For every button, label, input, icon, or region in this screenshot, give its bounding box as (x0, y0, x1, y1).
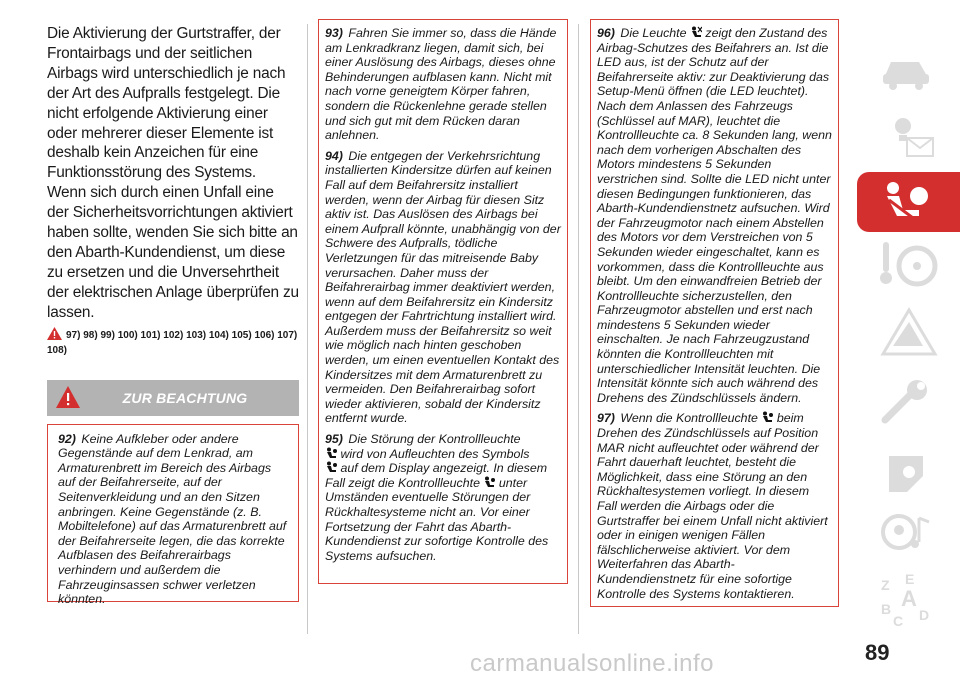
svg-text:D: D (919, 607, 930, 623)
note-text: Die Störung der Kontrollleuchte (348, 432, 521, 447)
warning-icon (47, 327, 62, 340)
note-number: 94) (325, 148, 343, 163)
reference-list (47, 327, 299, 358)
note-92 (58, 432, 288, 607)
banner-title: ZUR BEACHTUNG (122, 389, 248, 406)
note-95 (325, 432, 561, 563)
watermark: carmanualsonline.info (470, 650, 714, 677)
note-number: 95) (325, 432, 343, 447)
note-93 (325, 26, 561, 143)
svg-text:Z: Z (881, 577, 890, 593)
sidebar-tab-index[interactable] (857, 566, 960, 626)
sidebar-tab-car-info[interactable] (857, 40, 960, 100)
car-info-icon (879, 46, 939, 94)
svg-text:B: B (881, 601, 892, 617)
warning-lights-icon (879, 110, 939, 158)
sidebar-tab-safety[interactable] (857, 172, 960, 232)
steering-key-icon (879, 238, 939, 290)
warning-banner (47, 380, 299, 416)
reference-numbers-cont: 108) (47, 344, 68, 356)
column-left (47, 24, 299, 607)
svg-text:C: C (893, 613, 904, 628)
column-divider (307, 24, 308, 634)
sidebar-tab-maintenance[interactable] (857, 370, 960, 430)
technical-data-icon (879, 446, 939, 498)
note-text: Keine Aufkleber oder andere Gegenstände auf dem Lenkrad, am Armaturenbrett im Bereich des Airbags auf der Beifahrerseite, auf der Seitenverkleidung und an den Sitzen anbringen. Keine Gegenstände (z. B. Mobiltelefone) auf das Armaturenbrett auf der Beifahrerseite legen, die das korrekte Aufblasen des Beifahrerairbags verhindern und außerdem die Fahrzeuginsassen schwer verletzen könnten. (58, 431, 287, 607)
note-number: 92) (58, 431, 76, 446)
note-number: 97) (597, 411, 615, 426)
intro-paragraph: Die Aktivierung der Gurtstraffer, der Frontairbags und der seitlichen Airbags wird unterschiedlich je nach der Art des Aufpralls festgelegt. Die nicht erfolgende Aktivierung einer oder mehrerer dieser Elemente ist deshalb kein Anzeichen für eine Funktionsstörung des Systems. Wenn sich durch einen Unfall eine der Sicherheitsvorrichtungen aktiviert haben sollte, wenden Sie sich bitte an den Abarth-Kundendienst, um diese zu ersetzen und die Unversehrtheit der elektrischen Anlage überprüfen zu lassen. (47, 25, 299, 321)
airbag-warning-icon (325, 447, 337, 461)
column-divider (578, 24, 579, 634)
note-text: Die Leuchte (620, 26, 687, 40)
warning-triangle-icon (879, 306, 939, 358)
chapter-sidebar (857, 0, 960, 678)
airbag-off-icon (690, 26, 702, 40)
note-text: Fahren Sie immer so, dass die Hände am Lenkradkranz liegen, damit sich, bei einer Auslösung des Airbags, dieses ohne Behinderungen aufblasen kann. Nicht mit nach vorne geneigtem Körper fahren, sondern die Rückenlehne gerade stellen und sich gut mit dem Rücken daran anlehnen. (325, 26, 557, 143)
note-number: 93) (325, 26, 343, 40)
note-97 (597, 411, 832, 601)
multimedia-icon (879, 508, 939, 560)
sidebar-tab-multimedia[interactable] (857, 502, 960, 562)
note-96 (597, 26, 832, 405)
sidebar-tab-emergency[interactable] (857, 300, 960, 360)
sidebar-tab-driving[interactable] (857, 232, 960, 292)
note-box-92 (47, 424, 299, 607)
note-text: beim Drehen des Zündschlüssels auf Position MAR nicht aufleuchtet oder während der Fahrt dauerhaft leuchtet, besteht die Möglichkeit, dass eine Störung an den Rückhaltesystemen vorliegt. In diesem Fall werden die Airbags oder die Gurtstraffer bei einem Unfall nicht aktiviert oder in einigen wenigen Fällen fälschlicherweise aktiviert. Vor dem Weiterfahren das Abarth-Kundendienstnetz für eine sofortige Kontrolle des Systems kontaktieren. (597, 411, 828, 601)
airbag-warning-icon (761, 411, 773, 425)
note-94 (325, 149, 561, 426)
index-icon (879, 572, 939, 628)
airbag-safety-icon (879, 178, 939, 226)
note-text: Wenn die Kontrollleuchte (620, 411, 758, 426)
wrench-icon (879, 376, 939, 428)
note-text: Die entgegen der Verkehrsrichtung installierten Kindersitze dürfen auf keinen Fall auf dem Beifahrersitz installiert werden, wenn der Airbag für diesen Sitz aktiv ist. Das Auslösen des Airbags bei einem Aufprall könnte, unabhängig von der Schwere des Aufpralls, tödliche Verletzungen für das mitreisende Baby verursachen. Daher muss der Beifahrerairbag immer deaktiviert werden, wenn auf dem Beifahrersitz ein Kindersitz entgegen der Fahrtrichtung installiert wird. Außerdem muss der Beifahrersitz so weit wie möglich nach hinten geschoben werden, um einen eventuellen Kontakt des Kindersitzes mit dem Armaturenbrett zu vermeiden. Den Beifahrerairbag sofort wieder aktivieren, sobald der Kindersitz entfernt wurde. (325, 148, 561, 426)
svg-text:A: A (901, 586, 917, 611)
airbag-warning-icon (325, 461, 337, 475)
sidebar-tab-warning-lights[interactable] (857, 104, 960, 164)
reference-numbers: 97) 98) 99) 100) 101) 102) 103) 104) 105) 106) 107) (66, 329, 298, 341)
page-number: 89 (865, 640, 890, 665)
note-text: unter Umständen eventuelle Störungen der Rückhaltesysteme nicht an. Vor einer Fortsetzung der Fahrt das Abarth-Kundendienst zur sofortige Kontrolle des Systems aufsuchen. (325, 475, 549, 563)
svg-text:E: E (905, 572, 915, 587)
note-text: wird von Aufleuchten des Symbols (340, 446, 530, 461)
note-box-96-97 (590, 19, 839, 607)
airbag-warning-icon (483, 476, 495, 490)
note-number: 96) (597, 26, 615, 40)
sidebar-tab-technical-data[interactable] (857, 440, 960, 500)
note-text: auf dem Display angezeigt. In diesem Fall zeigt die Kontrollleuchte (325, 461, 548, 490)
note-text: zeigt den Zustand des Airbag-Schutzes des Beifahrers an. Ist die LED aus, ist der Schutz auf der Beifahrerseite aktiv: zur Deaktivierung das Setup-Menü öffnen (die LED leuchtet). Nach dem Anlassen des Fahrzeugs (Schlüssel auf MAR), leuchtet die Kontrollleuchte ca. 8 Sekunden lang, wenn nach dem vorherigen Abschalten des Motors mindestens 5 Sekunden verstrichen sind. Sollte die LED nicht unter diesen Bedingungen funktionieren, das Abarth-Kundendienstnetz aufsuchen. Wird der Fahrzeugmotor nach einem Abstellen des Motors vor dem Verstreichen von 5 Sekunden wieder eingeschaltet, kann es vorkommen, dass die Kontrollleuchte aus bleibt. Um den einwandfreien Betrieb der Kontrollleuchte sicherzustellen, den Fahrzeugmotor abstellen und erst nach mindestens 5 Sekunden wieder einschalten. Je nach Fahrzeugzustand könnten die Kontrollleuchten mit unterschiedlicher Intensität leuchten. Die Intensität könnte sich auch während des Drehens des Zündschlüssels ändern. (597, 26, 832, 405)
note-box-93-95 (318, 19, 568, 584)
